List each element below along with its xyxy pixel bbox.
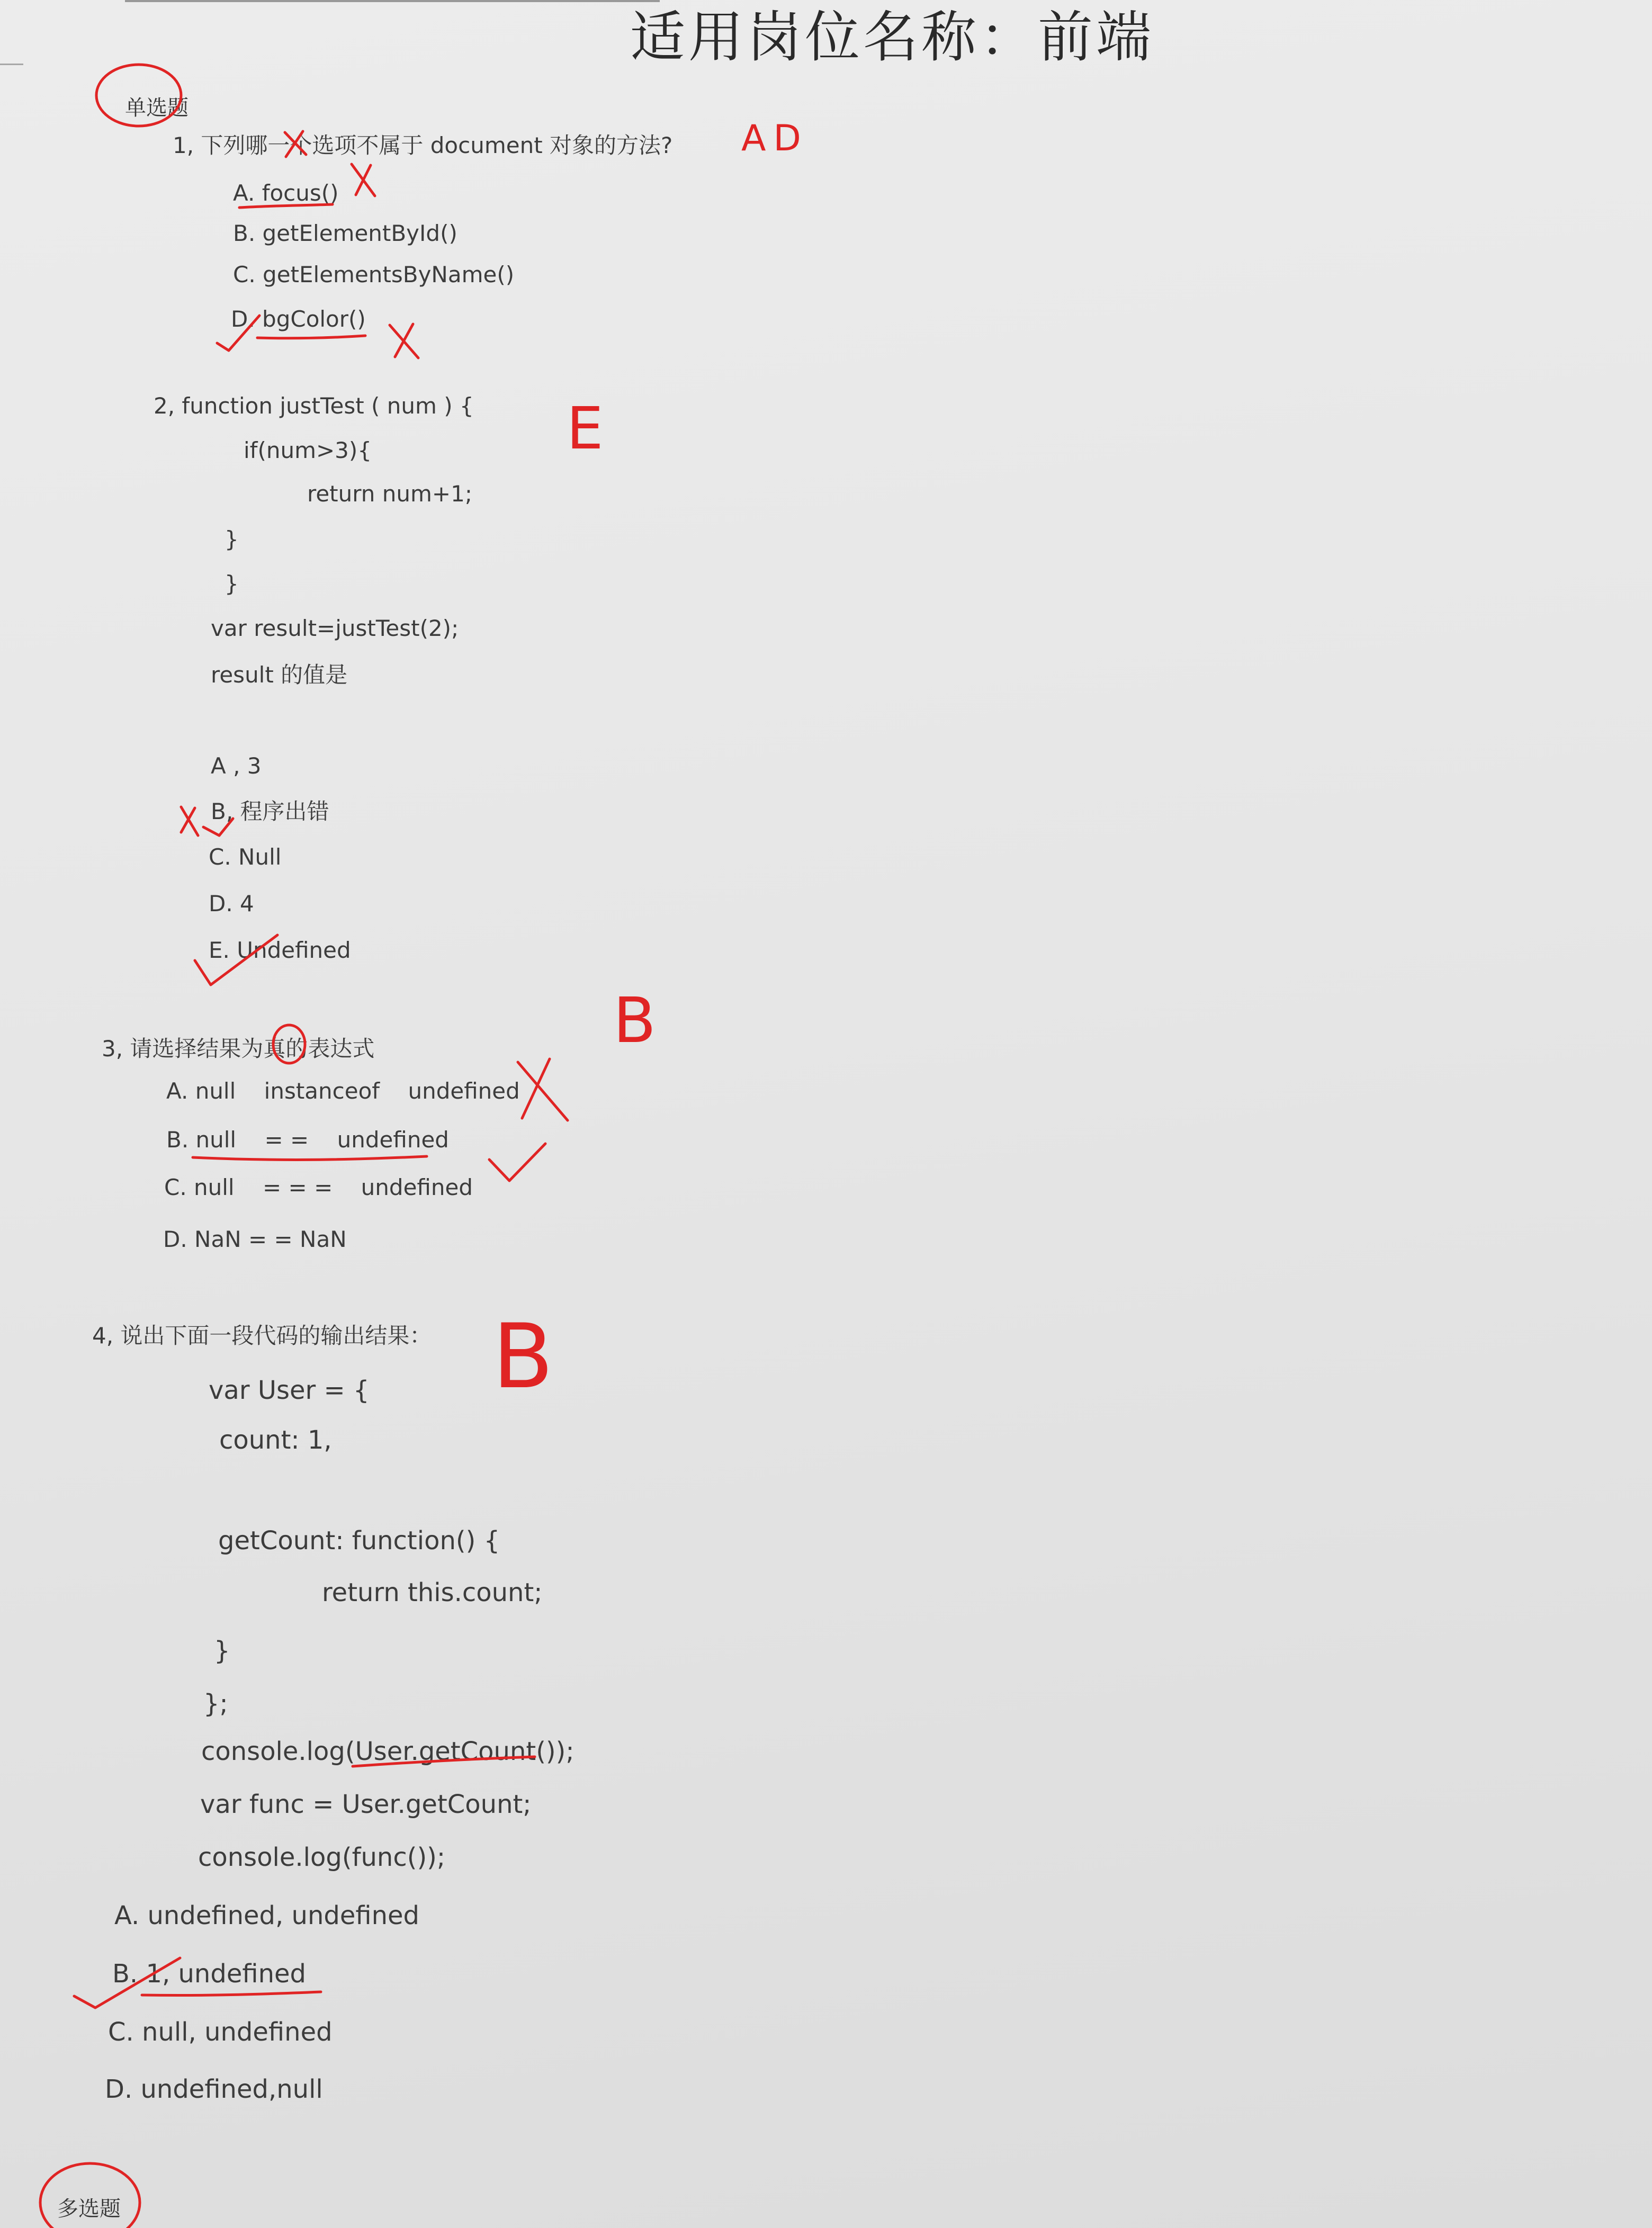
code-line: console.log(func());	[198, 1843, 446, 1872]
code-line: 2, function justTest ( num ) {	[154, 393, 474, 419]
code-line: return this.count;	[322, 1578, 543, 1607]
page-title: 适用岗位名称：前端	[630, 5, 1155, 69]
question-3-option-c: C. null = = = undefined	[164, 1174, 473, 1200]
question-1-option-c: C. getElementsByName()	[233, 262, 515, 288]
underline	[193, 1156, 427, 1160]
question-4-answer: B	[492, 1305, 554, 1408]
check-mark	[489, 1144, 545, 1181]
underline	[257, 336, 365, 338]
cross-mark	[352, 164, 375, 196]
question-2-stem: result 的值是	[211, 662, 348, 688]
question-2-option-d: D. 4	[209, 891, 254, 917]
question-4-option-a: A. undefined, undefined	[114, 1901, 420, 1930]
code-line: }	[225, 571, 239, 597]
question-3-answer: B	[613, 984, 656, 1057]
code-line: if(num>3){	[244, 437, 372, 463]
page-top-rule	[125, 0, 660, 2]
question-3-stem: 3, 请选择结果为真的表达式	[102, 1036, 375, 1062]
question-4-stem: 4, 说出下面一段代码的输出结果：	[92, 1323, 432, 1349]
code-line: return num+1;	[307, 481, 472, 507]
code-line: };	[203, 1689, 228, 1719]
code-line: getCount: function() {	[218, 1526, 500, 1556]
question-1-option-b: B. getElementById()	[233, 220, 457, 246]
code-line: var result=justTest(2);	[211, 615, 459, 641]
code-line: var func = User.getCount;	[200, 1790, 532, 1819]
code-line: console.log(User.getCount());	[201, 1737, 574, 1766]
question-3-option-a: A. null instanceof undefined	[166, 1078, 520, 1104]
question-4-option-b: B. 1, undefined	[112, 1959, 306, 1989]
question-1-option-d: D. bgColor()	[231, 306, 366, 332]
underline	[142, 1992, 321, 1996]
section-single-choice: 单选题	[125, 96, 188, 120]
code-line: }	[214, 1636, 230, 1666]
margin-mark	[0, 64, 23, 65]
code-line: var User = {	[209, 1376, 370, 1405]
question-1-stem: 1, 下列哪一个选项不属于 document 对象的方法?	[173, 132, 673, 158]
question-2-option-b: B, 程序出错	[211, 798, 329, 824]
question-4-option-d: D. undefined,null	[105, 2074, 323, 2104]
question-3-option-d: D. NaN = = NaN	[163, 1226, 347, 1252]
question-4-option-c: C. null, undefined	[108, 2017, 333, 2047]
question-1-answer: AD	[741, 118, 809, 159]
code-line: }	[225, 526, 239, 552]
cross-mark	[518, 1059, 568, 1120]
question-1-option-a: A. focus()	[233, 180, 339, 206]
question-2-option-e: E. Undefined	[209, 937, 351, 963]
section-multiple-choice: 多选题	[57, 2197, 121, 2221]
cross-mark	[181, 807, 198, 836]
cross-mark	[390, 324, 418, 358]
question-2-option-a: A , 3	[211, 753, 262, 779]
question-3-option-b: B. null = = undefined	[166, 1127, 449, 1153]
code-line: count: 1,	[219, 1425, 332, 1455]
question-2-answer: E	[567, 394, 604, 462]
question-2-option-c: C. Null	[209, 844, 282, 870]
